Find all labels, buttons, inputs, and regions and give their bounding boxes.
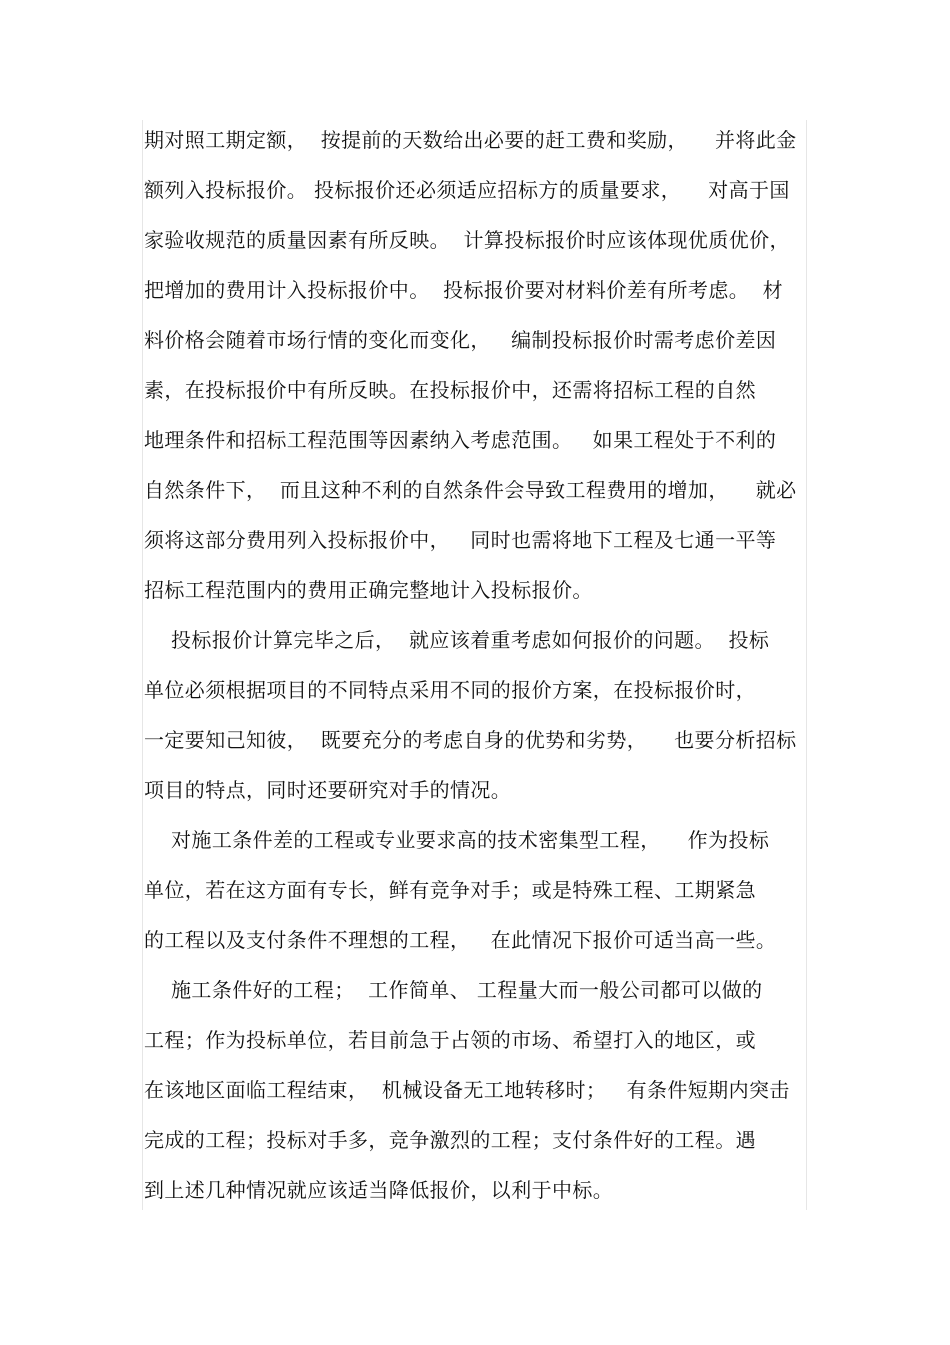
text-line: 施工条件好的工程； 工作简单、 工程量大而一般公司都可以做的: [144, 978, 763, 1002]
text-line: 额列入投标报价。 投标报价还必须适应招标方的质量要求， 对高于国: [144, 178, 790, 202]
text-line: 期对照工期定额， 按提前的天数给出必要的赶工费和奖励， 并将此金: [144, 128, 797, 152]
text-line: 的工程以及支付条件不理想的工程， 在此情况下报价可适当高一些。: [144, 928, 777, 952]
text-line: 招标工程范围内的费用正确完整地计入投标报价。: [144, 578, 593, 602]
text-line: 项目的特点，同时还要研究对手的情况。: [144, 778, 512, 802]
text-line: 自然条件下， 而且这种不利的自然条件会导致工程费用的增加， 就必: [144, 478, 797, 502]
text-line: 对施工条件差的工程或专业要求高的技术密集型工程， 作为投标: [144, 828, 770, 852]
text-line: 一定要知己知彼， 既要充分的考虑自身的优势和劣势， 也要分析招标: [144, 728, 797, 752]
text-line: 投标报价计算完毕之后， 就应该着重考虑如何报价的问题。 投标: [144, 628, 770, 652]
page-border-right: [806, 120, 807, 1210]
text-line: 把增加的费用计入投标报价中。 投标报价要对材料价差有所考虑。 材: [144, 278, 784, 302]
text-line: 完成的工程；投标对手多，竞争激烈的工程；支付条件好的工程。遇: [144, 1128, 756, 1152]
text-line: 单位必须根据项目的不同特点采用不同的报价方案，在投标报价时，: [144, 678, 756, 702]
text-line: 工程；作为投标单位，若目前急于占领的市场、希望打入的地区，或: [144, 1028, 756, 1052]
text-line: 家验收规范的质量因素有所反映。 计算投标报价时应该体现优质优价，: [144, 228, 790, 252]
text-line: 须将这部分费用列入投标报价中， 同时也需将地下工程及七通一平等: [144, 528, 777, 552]
text-line: 地理条件和招标工程范围等因素纳入考虑范围。 如果工程处于不利的: [144, 428, 777, 452]
text-line: 素，在投标报价中有所反映。在投标报价中，还需将招标工程的自然: [144, 378, 756, 402]
text-line: 料价格会随着市场行情的变化而变化， 编制投标报价时需考虑价差因: [144, 328, 777, 352]
text-line: 单位，若在这方面有专长，鲜有竞争对手；或是特殊工程、工期紧急: [144, 878, 756, 902]
page-border-left: [142, 120, 143, 1210]
text-line: 到上述几种情况就应该适当降低报价，以利于中标。: [144, 1178, 614, 1202]
text-line: 在该地区面临工程结束， 机械设备无工地转移时； 有条件短期内突击: [144, 1078, 790, 1102]
